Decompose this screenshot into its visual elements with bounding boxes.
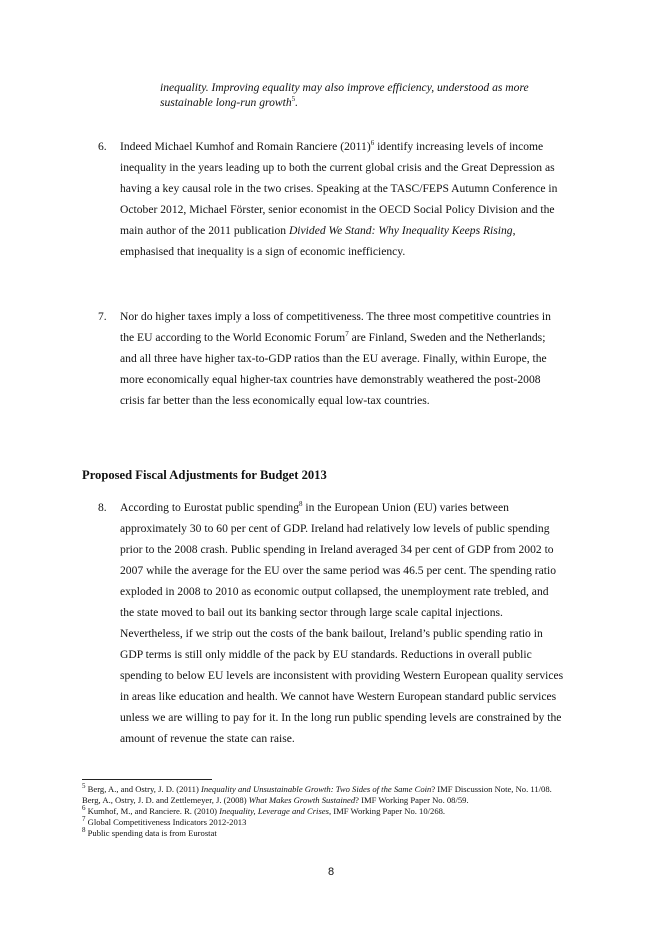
section-heading: Proposed Fiscal Adjustments for Budget 2013 [82,468,327,482]
footnote-5 [82,784,567,806]
paragraph-7-text-b: are Finland, Sweden and the Netherlands; and all three have higher tax-to-GDP ratios than the EU average. Finally, within Europe, the more economically equal higher-tax countries have demonstrably weathered the post-2008 crisis far better than the less economically equal low-tax countries. [120,331,547,407]
paragraph-6 [120,136,565,262]
block-quote [160,80,570,110]
footnote-ref-8[interactable]: 8 [299,500,303,509]
footnote-7-text: Global Competitiveness Indicators 2012-2013 [85,817,247,827]
paragraph-number-6: 6. [98,140,107,153]
paragraph-6-text-b: identify increasing levels of income inequality in the years leading up to both the current global crisis and the Great Depression as having a key causal role in the two crises. Speaking at the TASC/FEPS Autumn Conference in October 2012, Michael Förster, senior economist in the OECD Social Policy Division and the main author of the 2011 publication [120,140,558,237]
footnote-ref-6[interactable]: 6 [370,139,375,148]
paragraph-8-text-a: According to Eurostat public spending [120,501,300,514]
footnote-8-text: Public spending data is from Eurostat [85,828,217,838]
paragraph-7 [120,306,565,411]
footnote-6-title: Inequality, Leverage and Crises [219,806,329,816]
footnote-mark-5: 5 [82,782,86,791]
footnote-ref-5[interactable]: 5 [291,95,296,104]
footnote-ref-7[interactable]: 7 [345,330,349,339]
paragraph-number-8: 8. [98,501,107,514]
paragraph-number-7: 7. [98,310,107,323]
footnote-6 [82,806,567,817]
footnote-mark-6: 6 [82,804,86,813]
paragraph-8-text-b: in the European Union (EU) varies between approximately 30 to 60 per cent of GDP. Ireland had relatively low levels of public spending prior to the 2008 crash. Public spending in Ireland averaged 34 per cent of GDP from 2002 to 2007 while the average for the EU over the same period was 46.5 per cent. The spending ratio exploded in 2008 to 2010 as economic output collapsed, the unemployment rate trebled, and the state moved to bail out its banking sector through large scale capital injections. Nevertheless, if we strip out the costs of the bank bailout, Ireland’s public spending ratio in GDP terms is still only middle of the pack by EU standards. Reductions in overall public spending to below EU levels are inconsistent with providing Western European quality services in areas like education and health. We cannot have Western European standard public services unless we are willing to pay for it. In the long run public spending levels are constrained by the amount of revenue the state can raise. [120,501,564,745]
footnote-5-title-1: Inequality and Unsustainable Growth: Two Sides of the Same Coin [200,784,432,794]
paragraph-7-text-a: Nor do higher taxes imply a loss of competitiveness. The three most competitive countries in the EU according to the World Economic Forum [120,310,551,344]
paragraph-6-text-c: , emphasised that inequality is a sign of economic inefficiency. [120,224,516,258]
footnote-5-text-c: ? IMF Working Paper No. 08/59. [355,795,469,805]
quote-end: . [295,96,299,109]
footnote-divider [82,779,212,780]
footnote-5-text-a: Berg, A., and Ostry, J. D. (2011) [85,784,201,794]
footnote-5-text-b: ? IMF Discussion Note, No. 11/08. Berg, A., Ostry, J. D. and Zettlemeyer, J. (2008) [82,784,552,805]
quote-text: inequality. Improving equality may also improve efficiency, understood as more sustainable long-run growth [160,81,529,109]
page-number: 8 [327,866,335,878]
footnotes [82,784,567,839]
footnote-7 [82,817,567,828]
paragraph-6-text-a: Indeed Michael Kumhof and Romain Ranciere (2011) [120,140,371,153]
footnote-mark-8: 8 [82,826,86,835]
footnote-6-text-b: , IMF Working Paper No. 10/268. [328,806,446,816]
paragraph-8 [120,497,565,749]
footnote-5-title-2: What Makes Growth Sustained [248,795,356,805]
footnote-6-text-a: Kumhof, M., and Ranciere. R. (2010) [85,806,220,816]
footnote-mark-7: 7 [82,815,86,824]
publication-title: Divided We Stand: Why Inequality Keeps Rising [288,224,513,237]
footnote-8 [82,828,567,839]
